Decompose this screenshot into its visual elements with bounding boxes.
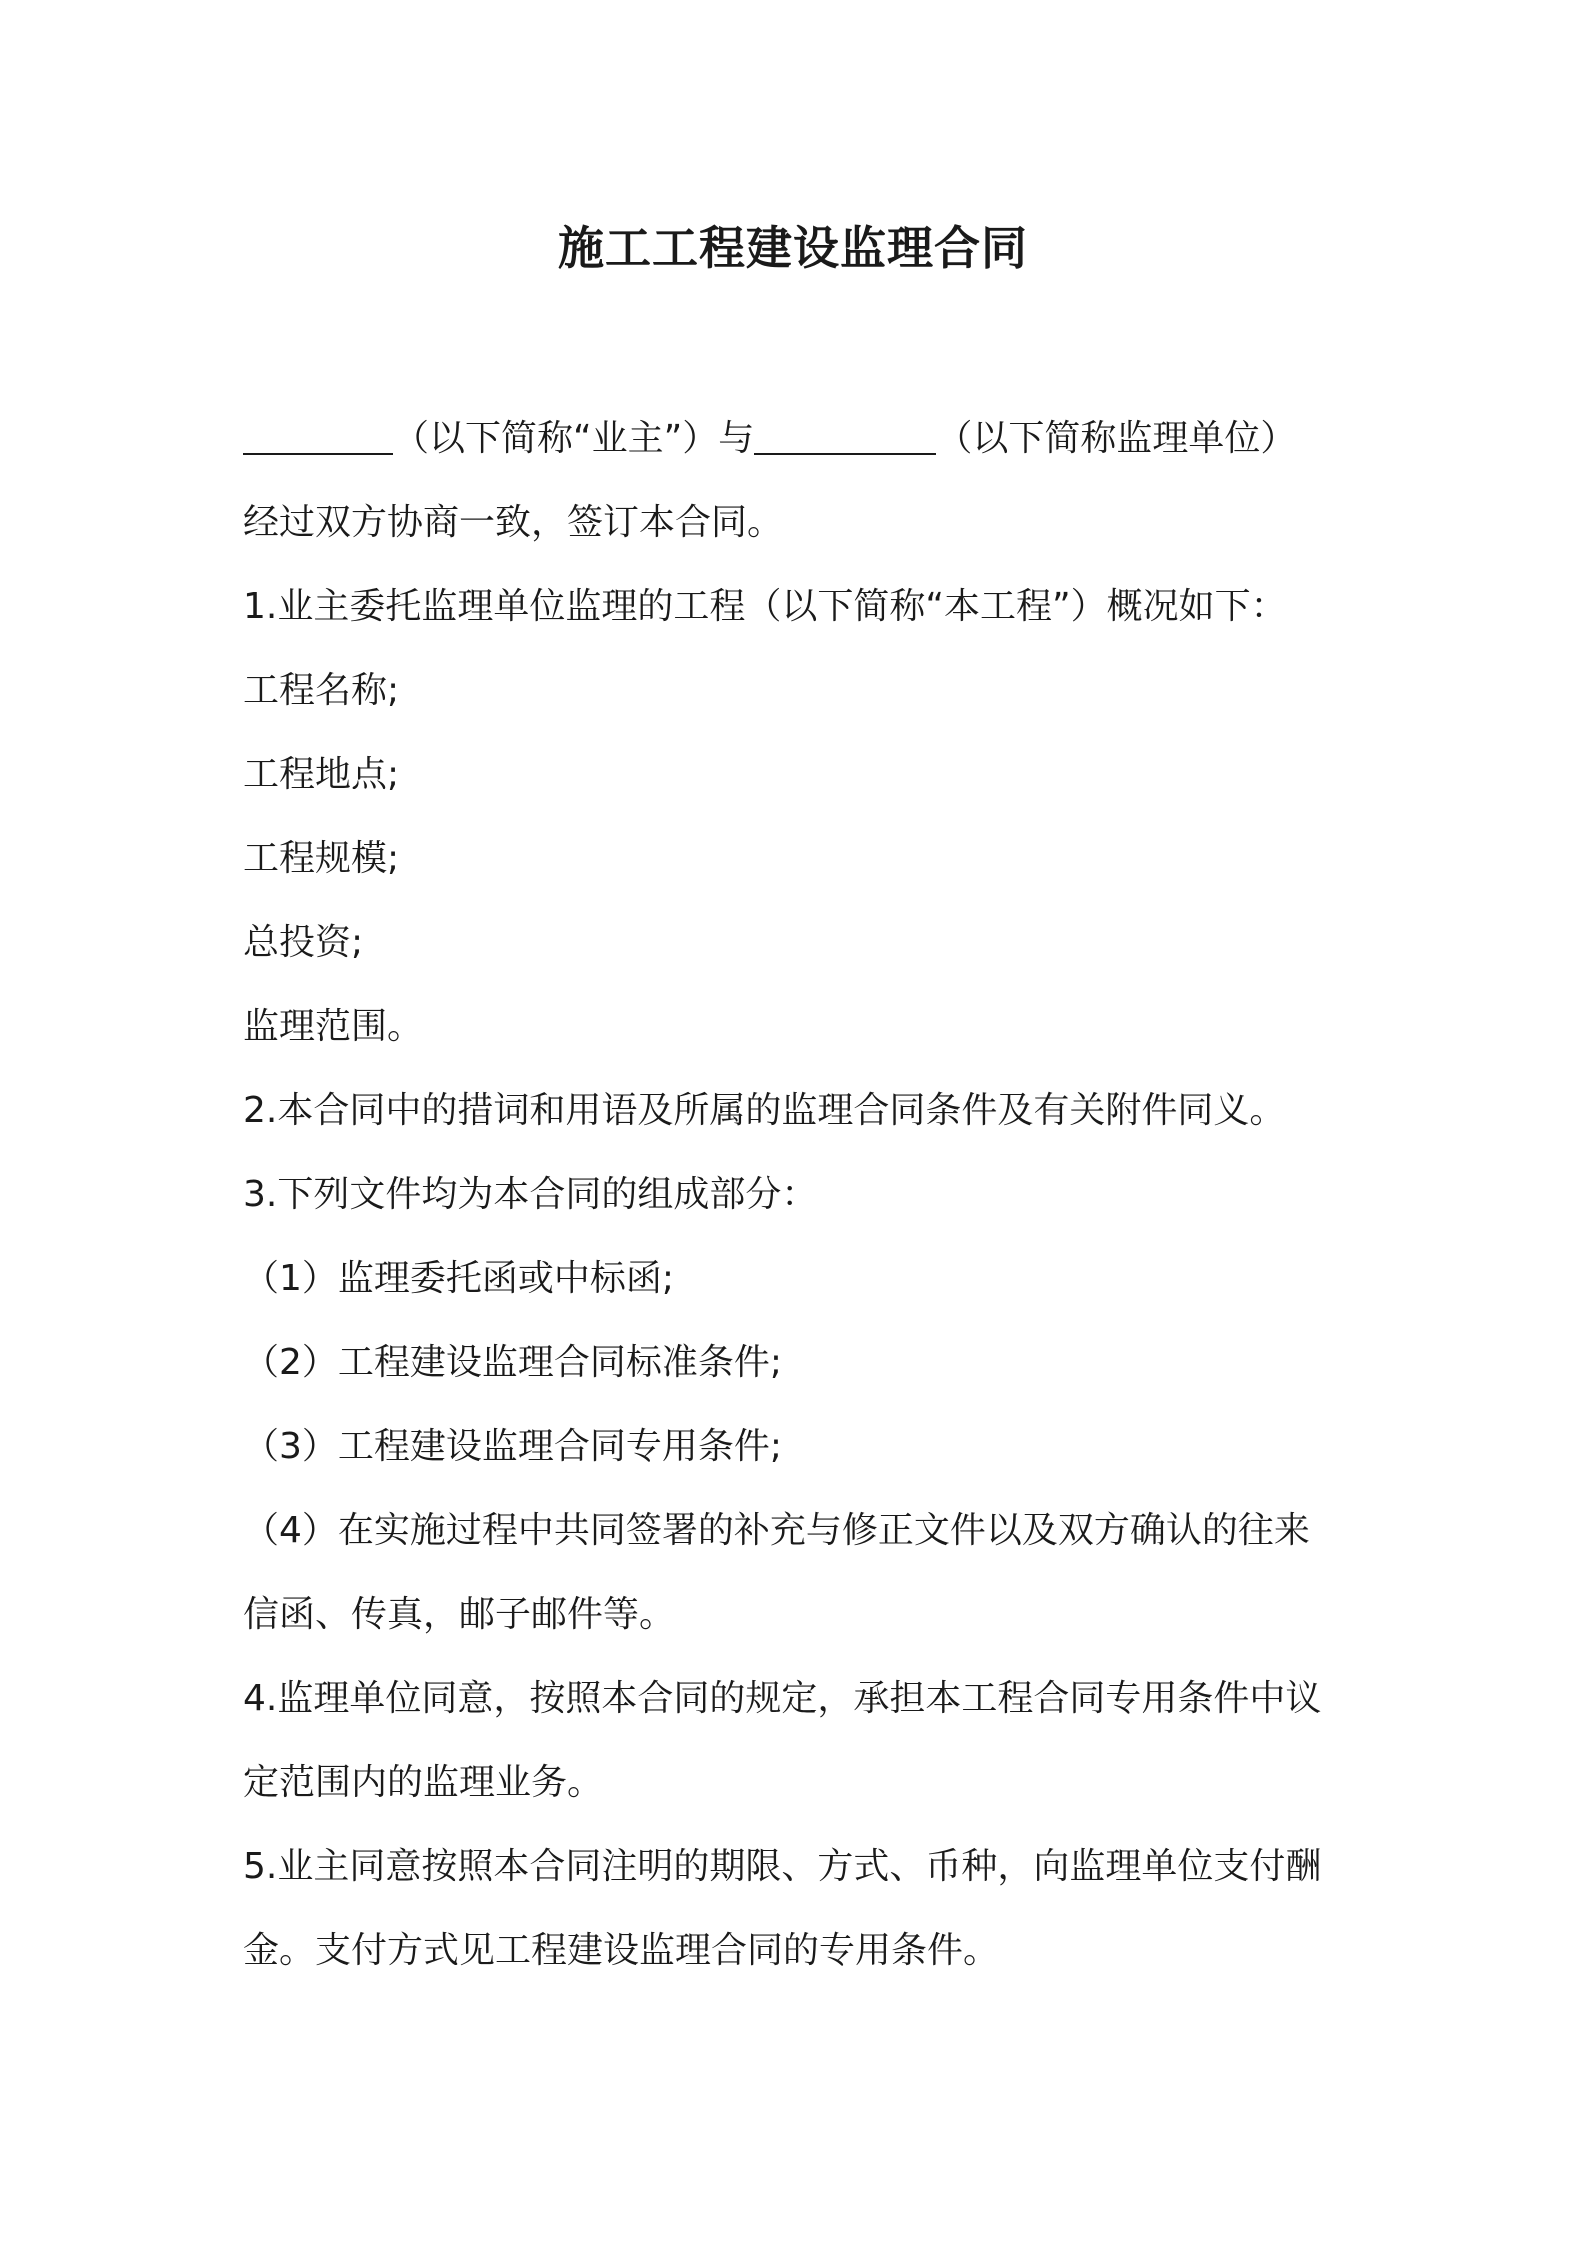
clause-3-item-4: （4）在实施过程中共同签署的补充与修正文件以及双方确认的往来: [243, 1510, 1310, 1551]
owner-name-blank: [243, 397, 393, 455]
clause-5-line-2: 金。支付方式见工程建设监理合同的专用条件。: [243, 1930, 1000, 1971]
clause-1: 1.业主委托监理单位监理的工程（以下简称“本工程”）概况如下：: [243, 586, 1287, 627]
clause-2: 2.本合同中的措词和用语及所属的监理合同条件及有关附件同义。: [243, 1090, 1286, 1131]
clause-3: 3.下列文件均为本合同的组成部分：: [243, 1174, 818, 1215]
clause-1-item-supervision-scope: 监理范围。: [243, 1006, 424, 1047]
intro-continuation: 经过双方协商一致，签订本合同。: [243, 502, 784, 543]
clause-3-item-3: （3）工程建设监理合同专用条件;: [243, 1426, 783, 1467]
supervisor-suffix: （以下简称监理单位）: [936, 418, 1297, 459]
document-title: 施工工程建设监理合同: [558, 221, 1028, 275]
clause-4-line-1: 4.监理单位同意，按照本合同的规定，承担本工程合同专用条件中议: [243, 1678, 1322, 1719]
owner-suffix: （以下简称“业主”）与: [393, 418, 755, 459]
clause-1-item-project-location: 工程地点;: [243, 754, 400, 795]
clause-3-item-4-continuation: 信函、传真，邮子邮件等。: [243, 1594, 676, 1635]
clause-3-item-2: （2）工程建设监理合同标准条件;: [243, 1342, 783, 1383]
clause-3-item-1: （1）监理委托函或中标函;: [243, 1258, 675, 1299]
clause-1-item-project-scale: 工程规模;: [243, 838, 400, 879]
document-body: [243, 397, 1363, 1993]
clause-1-item-total-investment: 总投资;: [243, 922, 364, 963]
supervisor-name-blank: [754, 397, 936, 455]
clause-4-line-2: 定范围内的监理业务。: [243, 1762, 604, 1803]
intro-line: [243, 397, 1363, 481]
clause-5-line-1: 5.业主同意按照本合同注明的期限、方式、币种，向监理单位支付酬: [243, 1846, 1322, 1887]
clause-1-item-project-name: 工程名称;: [243, 670, 400, 711]
